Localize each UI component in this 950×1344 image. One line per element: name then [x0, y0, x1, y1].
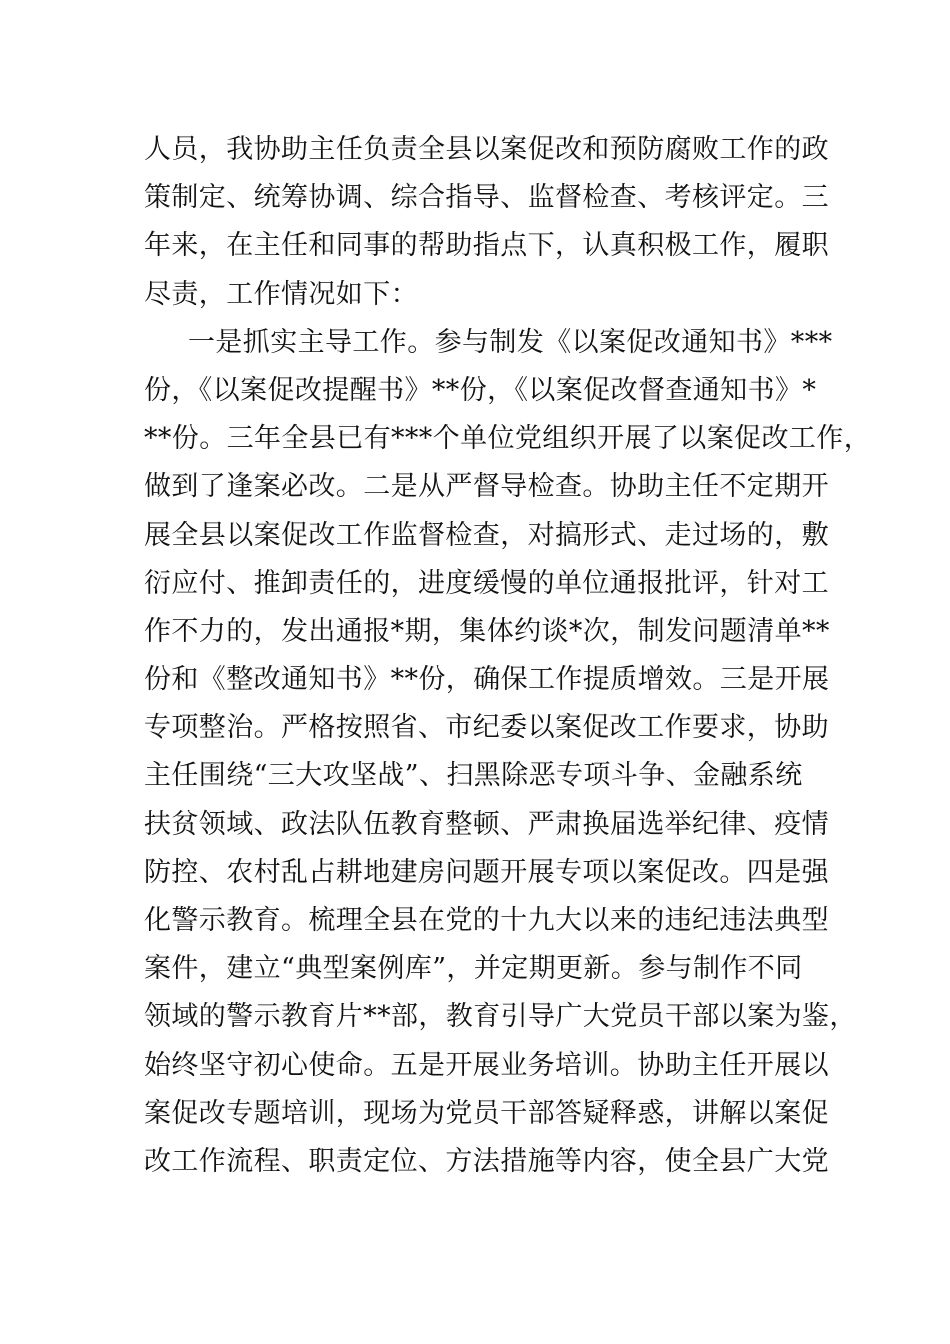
text-line: 策制定、统筹协调、综合指导、监督检查、考核评定。三 [144, 182, 829, 214]
text-line: 专项整治。严格按照省、市纪委以案促改工作要求，协助 [144, 712, 829, 744]
text-line: 防控、农村乱占耕地建房问题开展专项以案促改。四是强 [144, 856, 829, 888]
paragraph-first-line: 一是抓实主导工作。参与制发《以案促改通知书》*** [188, 326, 833, 358]
text-line: 化警示教育。梳理全县在党的十九大以来的违纪违法典型 [144, 905, 829, 936]
text-line: 展全县以案促改工作监督检查，对搞形式、走过场的，敷 [144, 519, 829, 551]
text-line: 年来，在主任和同事的帮助指点下，认真积极工作，履职 [144, 230, 829, 262]
text-line: 扶贫领域、政法队伍教育整顿、严肃换届选举纪律、疫情 [144, 808, 829, 840]
text-line: 案件，建立“典型案例库”，并定期更新。参与制作不同 [144, 953, 803, 985]
text-line: 衍应付、推卸责任的，进度缓慢的单位通报批评，针对工 [144, 567, 829, 599]
text-line: 做到了逢案必改。二是从严督导检查。协助主任不定期开 [144, 471, 829, 503]
text-line: 份，《以案促改提醒书》**份，《以案促改督查通知书》* [144, 374, 817, 406]
text-line: 主任围绕“三大攻坚战”、扫黑除恶专项斗争、金融系统 [144, 760, 803, 792]
text-line: 人员，我协助主任负责全县以案促改和预防腐败工作的政 [144, 134, 829, 165]
body-text [144, 126, 872, 1186]
text-line: 尽责，工作情况如下： [144, 278, 418, 310]
text-line: 领域的警示教育片**部，教育引导广大党员干部以案为鉴， [144, 1001, 857, 1033]
text-line: 份和《整改通知书》**份，确保工作提质增效。三是开展 [144, 664, 830, 696]
text-line: 始终坚守初心使命。五是开展业务培训。协助主任开展以 [144, 1049, 829, 1081]
text-line: 案促改专题培训，现场为党员干部答疑释惑，讲解以案促 [144, 1097, 829, 1129]
text-line: **份。三年全县已有***个单位党组织开展了以案促改工作， [144, 423, 872, 455]
text-line: 作不力的，发出通报*期，集体约谈*次，制发问题清单** [144, 615, 830, 647]
text-line: 改工作流程、职责定位、方法措施等内容，使全县广大党 [144, 1145, 829, 1177]
